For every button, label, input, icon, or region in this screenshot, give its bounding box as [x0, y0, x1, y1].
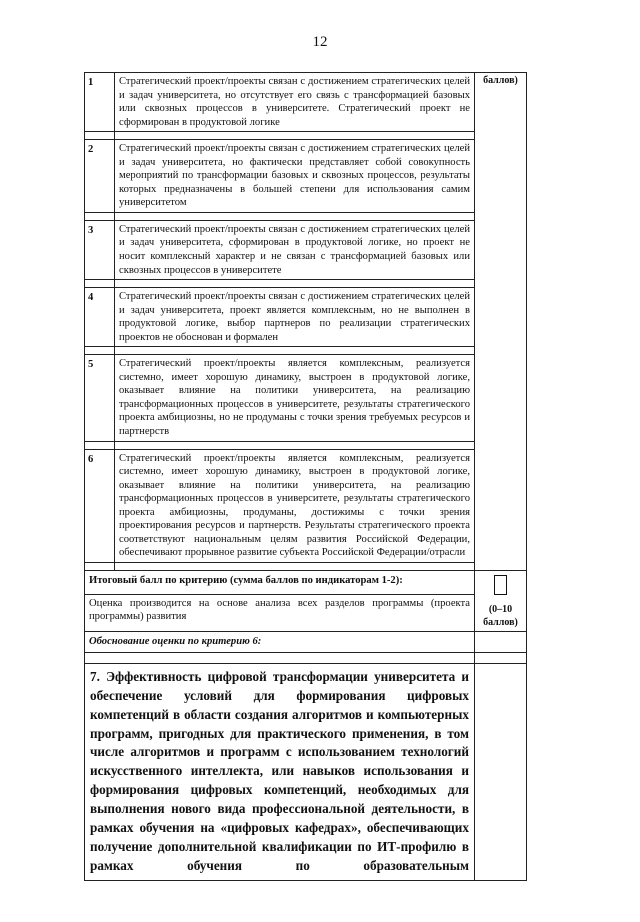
indicator-number: 2	[85, 140, 115, 213]
indicator-row	[85, 288, 527, 347]
indicator-text: Стратегический проект/проекты связан с достижением стратегических целей и задач университета, проект является комплексным, но не выполнен в продуктовой логике, выбор партнеров по реализации стратегических проектов не обоснован и формален	[115, 288, 475, 347]
total-label: Итоговый балл по критерию (сумма баллов по индикаторам 1-2):	[85, 570, 475, 594]
criterion-7-text: 7. Эффективность цифровой трансформации университета и обеспечение условий для формирования цифровых компетенций в области создания алгоритмов и компьютерных программ, пригодных для практического применения, в том числе алгоритмов и программ с использованием технологий искусственного интеллекта, или навыков использования и формирования цифровых компетенций, необходимых для выполнения нового вида профессиональной деятельности, в рамках обучения на «цифровых кафедрах», обеспечивающих получение дополнительной квалификации по ИТ-профилю в рамках обучения по образовательным	[85, 663, 475, 880]
assessment-note: Оценка производится на основе анализа всех разделов программы (проекта программы) развития	[85, 594, 475, 631]
indicator-text: Стратегический проект/проекты связан с достижением стратегических целей и задач университета, но фактически представляет собой совокупность мероприятий по трансформации базовых и сквозных процессов, результаты которых предназначены в большей степени для использования самим университетом	[115, 140, 475, 213]
indicator-number: 5	[85, 355, 115, 441]
indicator-number: 3	[85, 220, 115, 279]
justification-label: Обоснование оценки по критерию 6:	[85, 632, 475, 653]
total-row	[85, 570, 527, 594]
indicator-text: Стратегический проект/проекты связан с достижением стратегических целей и задач университета, но отсутствует его связь с трансформацией базовых или сквозных процессов в университете. Стратегический проект не сформирован в продуктовой логике	[115, 73, 475, 132]
page-number: 12	[312, 34, 328, 50]
indicator-row	[85, 73, 527, 132]
indicator-text: Стратегический проект/проекты является комплексным, реализуется системно, имеет хорошую динамику, выстроен в продуктовой логике, оказывает влияние на политики университета, на реализацию трансформационных процессов в университете, результаты стратегического проекта амбициозны, продуманы, достижимы с точки зрения проектирования ресурсов и партнерств. Результаты стратегического проекта соответствуют национальным целям развития Российской Федерации, обеспечивают прорывное развитие субъекта Российской Федерации/отрасли	[115, 449, 475, 562]
indicator-number: 6	[85, 449, 115, 562]
score-checkbox[interactable]	[494, 575, 507, 595]
indicator-number: 4	[85, 288, 115, 347]
score-header: баллов)	[483, 75, 518, 86]
score-column	[475, 73, 527, 571]
indicator-row	[85, 140, 527, 213]
indicator-row	[85, 449, 527, 562]
score-range: (0–10 баллов)	[483, 603, 518, 628]
criteria-table	[84, 72, 527, 881]
justification-row	[85, 632, 527, 653]
indicator-text: Стратегический проект/проекты является комплексным, реализуется системно, имеет хорошую динамику, выстроен в продуктовой логике, оказывает влияние на политики университета, на реализацию трансформационных процессов в университете, результаты стратегического проекта амбициозны, но не продуманы с точки зрения требуемых ресурсов и партнерств	[115, 355, 475, 441]
indicator-number: 1	[85, 73, 115, 132]
indicator-row	[85, 355, 527, 441]
indicator-row	[85, 220, 527, 279]
total-score-cell	[475, 570, 527, 631]
criterion-7-row	[85, 663, 527, 880]
indicator-text: Стратегический проект/проекты связан с достижением стратегических целей и задач университета, сформирован в продуктовой логике, но проект не носит комплексный характер и не связан с трансформацией базовых или сквозных процессов в университете	[115, 220, 475, 279]
assessment-note-row	[85, 594, 527, 631]
